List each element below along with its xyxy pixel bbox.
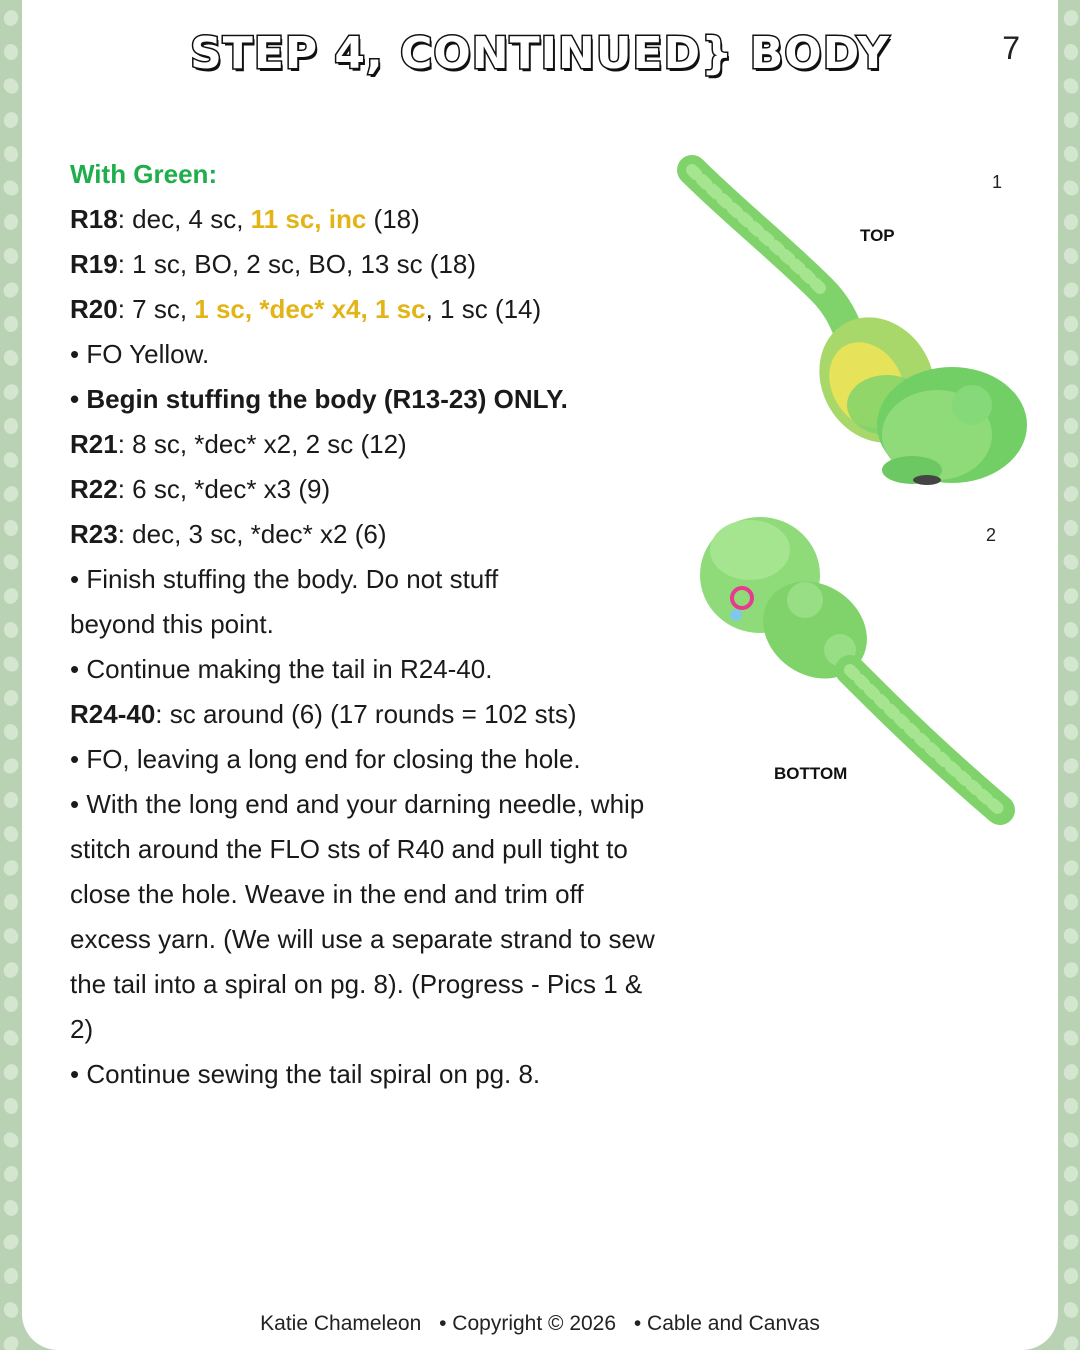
pattern-mark <box>1064 418 1078 434</box>
round-label: R23 <box>70 519 118 549</box>
photo-number: 2 <box>986 525 997 545</box>
round-text: : dec, 4 sc, <box>117 204 251 234</box>
pattern-mark <box>1 75 22 96</box>
pattern-mark <box>1 348 20 368</box>
pattern-mark <box>1061 1333 1080 1350</box>
round-text: , 1 sc (14) <box>425 294 542 324</box>
pattern-mark <box>1061 1062 1080 1082</box>
round-label: R20 <box>70 294 118 324</box>
pattern-mark <box>0 755 21 776</box>
round-text: : sc around (6) (17 rounds = 102 sts) <box>155 699 577 729</box>
pattern-mark <box>1060 1231 1080 1252</box>
photo-number: 1 <box>992 172 1003 192</box>
pattern-mark <box>4 894 19 911</box>
round-label: R21 <box>70 429 118 459</box>
pattern-mark <box>2 145 19 164</box>
fo-yellow-note: • FO Yellow. <box>70 339 210 369</box>
instructions <box>70 152 660 1097</box>
round-text: : 1 sc, BO, 2 sc, BO, 13 sc (18) <box>117 249 477 279</box>
photo-top <box>672 150 1032 500</box>
pattern-mark <box>2 1198 20 1217</box>
pattern-mark <box>1061 75 1080 96</box>
fo-long-end-note: • FO, leaving a long end for closing the hole. <box>70 744 581 774</box>
pattern-mark <box>1063 519 1078 536</box>
pattern-mark <box>3 43 19 61</box>
pattern-mark <box>1063 621 1080 639</box>
finish-stuffing-note: • Finish stuffing the body. Do not stuff beyond this point. <box>70 564 499 639</box>
pattern-mark <box>1061 450 1080 471</box>
pattern-mark <box>1061 960 1080 981</box>
footer <box>22 1312 1058 1336</box>
round-r22 <box>70 467 660 512</box>
pattern-mark <box>1061 857 1080 878</box>
pattern-mark <box>3 791 19 809</box>
pattern-mark <box>1063 315 1079 333</box>
pattern-mark <box>2 722 20 741</box>
round-text: (18) <box>366 204 420 234</box>
begin-stuffing-note: • Begin stuffing the body (R13-23) ONLY. <box>70 384 568 414</box>
pattern-mark <box>1061 551 1080 572</box>
round-r18 <box>70 197 660 242</box>
pattern-mark <box>0 177 21 198</box>
pattern-mark <box>1061 484 1080 505</box>
pattern-mark <box>2 213 19 232</box>
pattern-mark <box>4 996 19 1013</box>
round-label: R18 <box>70 204 118 234</box>
footer-brand: • Cable and Canvas <box>633 1312 820 1335</box>
pattern-mark <box>1062 145 1079 164</box>
round-r23 <box>70 512 660 557</box>
pattern-mark <box>3 621 20 639</box>
pattern-mark <box>1063 791 1079 809</box>
round-r19 <box>70 242 660 287</box>
pattern-mark <box>1 381 21 402</box>
pattern-mark <box>3 1267 20 1285</box>
pattern-mark <box>1064 894 1079 911</box>
round-text: : 6 sc, *dec* x3 (9) <box>117 474 331 504</box>
pattern-mark <box>1061 348 1080 368</box>
highlight-text: 11 sc, inc <box>250 204 367 234</box>
pattern-mark <box>2 586 21 606</box>
pattern-mark <box>1 1333 22 1350</box>
pattern-mark <box>1062 246 1080 266</box>
pattern-mark <box>1062 1198 1080 1217</box>
pattern-mark <box>1061 1027 1080 1048</box>
color-heading: With Green: <box>70 159 218 189</box>
pattern-mark <box>1061 279 1080 300</box>
pattern-mark <box>1 824 20 844</box>
pattern-mark <box>1062 110 1080 130</box>
pattern-mark <box>1 1027 22 1048</box>
round-text: : 7 sc, <box>117 294 195 324</box>
pattern-mark <box>1063 1267 1080 1285</box>
round-r21 <box>70 422 660 467</box>
round-label: R22 <box>70 474 118 504</box>
round-text: : 8 sc, *dec* x2, 2 sc (12) <box>117 429 407 459</box>
pattern-mark <box>0 1231 21 1252</box>
pattern-mark <box>1060 653 1080 674</box>
pattern-mark <box>1064 996 1079 1013</box>
pattern-mark <box>2 246 20 266</box>
pattern-mark <box>1063 1097 1079 1115</box>
pattern-mark <box>0 1129 21 1150</box>
footer-copyright: • Copyright © 2026 <box>439 1312 617 1335</box>
pattern-mark <box>3 519 18 536</box>
pattern-mark <box>2 688 20 707</box>
whip-stitch-note: • With the long end and your darning needle, whip stitch around the FLO sts of R40 and pull tight to close the hole. Weave in the end and trim off excess yarn. (We will use a separate strand to sew the tail into a spiral on pg. 8). (Progress - Pics 1 & 2) <box>70 789 655 1044</box>
pattern-mark <box>1060 1129 1080 1150</box>
photo-label: BOTTOM <box>774 764 848 783</box>
page-card <box>22 0 1058 1350</box>
pattern-mark <box>1063 43 1079 61</box>
highlight-text: 1 sc, *dec* x4, 1 sc <box>194 294 426 324</box>
pattern-mark <box>1062 722 1080 741</box>
pattern-mark <box>2 1164 20 1183</box>
pattern-mark <box>0 653 21 674</box>
pattern-mark <box>1 926 21 947</box>
pattern-mark <box>2 110 20 130</box>
pattern-mark <box>1 551 22 572</box>
pattern-mark <box>1062 213 1079 232</box>
pattern-mark <box>1061 926 1080 947</box>
pattern-mark <box>1 279 22 300</box>
pattern-mark <box>1061 381 1080 402</box>
pattern-mark <box>1 8 20 28</box>
photo-bottom <box>690 500 1030 840</box>
round-r24-40 <box>70 692 660 737</box>
pattern-mark <box>3 315 19 333</box>
footer-name: Katie Chameleon <box>260 1312 422 1335</box>
pattern-mark <box>1061 824 1080 844</box>
continue-sewing-note: • Continue sewing the tail spiral on pg. 8. <box>70 1059 541 1089</box>
pattern-mark <box>1062 1164 1080 1183</box>
photo-label: TOP <box>860 226 895 245</box>
round-r20 <box>70 287 660 332</box>
pattern-mark <box>1062 1300 1080 1320</box>
pattern-mark <box>1 857 22 878</box>
round-label: R24-40 <box>70 699 156 729</box>
pattern-mark <box>4 418 18 434</box>
pattern-mark <box>1062 688 1080 707</box>
round-text: : dec, 3 sc, *dec* x2 (6) <box>117 519 387 549</box>
pattern-mark <box>1 450 21 471</box>
pattern-mark <box>1060 755 1080 776</box>
pattern-mark <box>1061 8 1080 28</box>
pattern-mark <box>2 1300 21 1320</box>
pattern-mark <box>1 1062 20 1082</box>
pattern-mark <box>3 1097 19 1115</box>
round-label: R19 <box>70 249 118 279</box>
pattern-mark <box>1062 586 1080 606</box>
continue-tail-note: • Continue making the tail in R24-40. <box>70 654 493 684</box>
page-number: 7 <box>1002 30 1020 66</box>
pattern-mark <box>1 960 21 981</box>
page-title: STEP 4, CONTINUED} BODY <box>190 28 890 79</box>
pattern-mark <box>1 484 21 505</box>
pattern-mark <box>1060 177 1080 198</box>
